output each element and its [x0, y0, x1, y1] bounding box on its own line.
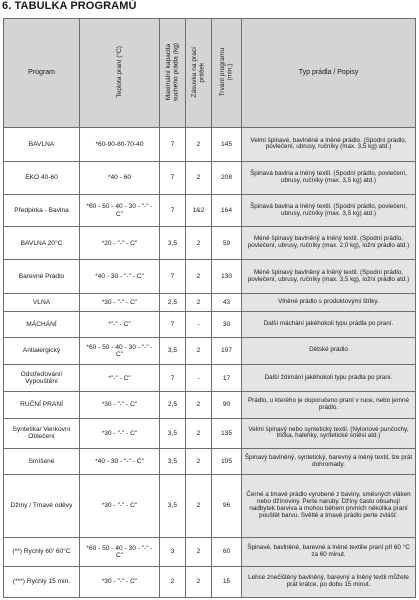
capacity-cell: 2,5 [160, 392, 186, 418]
laundry-description-cell: Špinavá bavlna a lněný textil. (Spodní prádlo, povlečení, ubrusy, ručníky (max. 3,5 kg) atd.) [242, 194, 416, 227]
detergent-drawer-cell: - [186, 365, 212, 392]
detergent-drawer-cell: 2 [186, 128, 212, 162]
detergent-drawer-cell: 2 [186, 260, 212, 294]
detergent-drawer-cell: 2 [186, 392, 212, 418]
laundry-description-cell: Vlněné prádlo s produktovými štítky. [242, 294, 416, 311]
temperature-cell: *40 - 60 [80, 161, 160, 194]
program-name-cell: Smíšené [4, 449, 80, 475]
table-row [4, 475, 416, 537]
table-row [4, 537, 416, 567]
laundry-description-cell: Černé a tmavé prádlo vyrobené z bavlny, směsných vláken nebo džínoviny. Perte naruby. Džíny často obsahují nadbytek barviva a mohou během prvních několika praní pouštět barvu. Světlé a tmavé prádlo perte zvlášť. [242, 475, 416, 537]
laundry-description-cell: Méně špinavý bavlněný a lněný textil. (Spodní prádlo, povlečení, ubrusy, ručníky (max. 3,5 kg), ložní prádlo atd.) [242, 260, 416, 294]
table-row [4, 260, 416, 294]
laundry-description-cell: Špinavé, bavlněné, barevné a lněné textilie praní při 60 °C za 60 minut. [242, 537, 416, 567]
duration-cell: 130 [212, 260, 242, 294]
capacity-cell: 3 [160, 537, 186, 567]
program-name-cell: MÁCHÁNÍ [4, 311, 80, 337]
temperature-cell: *20 - "-" - C" [80, 227, 160, 260]
detergent-drawer-cell: 2 [186, 537, 212, 567]
duration-cell: 197 [212, 337, 242, 364]
detergent-drawer-cell: 2 [186, 567, 212, 598]
table-row [4, 227, 416, 260]
capacity-cell: 7 [160, 128, 186, 162]
program-name-cell: Odstřeďování/ Vypouštění [4, 365, 80, 392]
program-name-cell: (***) Rychlý 15 min. [4, 567, 80, 598]
capacity-cell: 7 [160, 194, 186, 227]
laundry-description-cell: Další ždímání jakéhokoli typu prádla po praní. [242, 365, 416, 392]
capacity-cell: 7 [160, 161, 186, 194]
laundry-description-cell: Méně špinavý bavlněný a lněný textil. (Spodní prádlo, povlečení, ubrusy, ručníky (max. 2,0 kg), ložní prádlo atd.) [242, 227, 416, 260]
capacity-cell: 7 [160, 260, 186, 294]
duration-cell: 164 [212, 194, 242, 227]
temperature-cell: *30 - "-" - C" [80, 475, 160, 537]
duration-cell: 208 [212, 161, 242, 194]
detergent-drawer-cell: 2 [186, 294, 212, 311]
temperature-cell: *60-90-80-70-40 [80, 128, 160, 162]
duration-cell: 43 [212, 294, 242, 311]
temperature-cell: *40 - 30 - "-" - C" [80, 449, 160, 475]
table-row [4, 161, 416, 194]
program-name-cell: Předpírka - Bavlna [4, 194, 80, 227]
laundry-description-cell: Další máchání jakéhokoli typu prádla po praní. [242, 311, 416, 337]
program-name-cell: BAVLNA [4, 128, 80, 162]
temperature-cell: *"-" - C" [80, 311, 160, 337]
duration-cell: 135 [212, 418, 242, 449]
header-capacity: Maximální kapacita suchého prádla (kg) [160, 19, 186, 128]
duration-cell: 59 [212, 227, 242, 260]
capacity-cell: 7 [160, 311, 186, 337]
table-row [4, 128, 416, 162]
table-row [4, 337, 416, 364]
laundry-description-cell: Špinavá bavlna a lněný textil. (Spodní prádlo, povlečení, ubrusy, ručníky (max. 3,5 kg) atd.) [242, 161, 416, 194]
program-name-cell: Antialergický [4, 337, 80, 364]
table-row [4, 392, 416, 418]
program-name-cell: RUČNÍ PRANÍ [4, 392, 80, 418]
detergent-drawer-cell: 2 [186, 227, 212, 260]
detergent-drawer-cell: 2 [186, 418, 212, 449]
table-row [4, 567, 416, 598]
table-row [4, 365, 416, 392]
capacity-cell: 3,5 [160, 475, 186, 537]
program-table [3, 18, 416, 598]
laundry-description-cell: Velmi špinavý nebo syntetický textil. (Nylonové punčochy, trička, halenky, syntetické směsi atd.) [242, 418, 416, 449]
program-name-cell: Džíny / Tmavé oděvy [4, 475, 80, 537]
header-program: Program [4, 19, 80, 128]
duration-cell: 30 [212, 311, 242, 337]
table-row [4, 194, 416, 227]
temperature-cell: *60 - 50 - 40 - 30 - "-" - C" [80, 537, 160, 567]
program-name-cell: Barevné Prádlo [4, 260, 80, 294]
capacity-cell: 3,5 [160, 337, 186, 364]
laundry-description-cell: Lehce znečištěný bavlněný, barevný a lněný textil můžete prát krátce, po dobu 15 minut. [242, 567, 416, 598]
capacity-cell: 3,5 [160, 227, 186, 260]
detergent-drawer-cell: 2 [186, 475, 212, 537]
table-row [4, 449, 416, 475]
duration-cell: 17 [212, 365, 242, 392]
temperature-cell: *40 - 30 - "-" - C" [80, 260, 160, 294]
temperature-cell: *60 - 50 - 40 - 30 - "-" - C" [80, 337, 160, 364]
page-title: 6. TABULKA PROGRAMŮ [2, 0, 137, 12]
detergent-drawer-cell: 2 [186, 337, 212, 364]
capacity-cell: 3,5 [160, 418, 186, 449]
temperature-cell: *30 - "-" - C" [80, 392, 160, 418]
program-name-cell: (**) Rychlý 60' 60°C [4, 537, 80, 567]
detergent-drawer-cell: 2 [186, 161, 212, 194]
detergent-drawer-cell: - [186, 311, 212, 337]
header-laundry-type: Typ prádla / Popisy [242, 19, 416, 128]
capacity-cell: 3,5 [160, 449, 186, 475]
temperature-cell: *30 - "-" - C" [80, 294, 160, 311]
duration-cell: 60 [212, 537, 242, 567]
temperature-cell: *60 - 50 - 40 - 30 - "-" - C" [80, 194, 160, 227]
program-name-cell: BAVLNA 20°C [4, 227, 80, 260]
capacity-cell: 2 [160, 567, 186, 598]
temperature-cell: *30 - "-" - C" [80, 567, 160, 598]
duration-cell: 96 [212, 475, 242, 537]
capacity-cell: 7 [160, 365, 186, 392]
header-duration: Trvání programu (min.) [212, 19, 242, 128]
detergent-drawer-cell: 1&2 [186, 194, 212, 227]
duration-cell: 105 [212, 449, 242, 475]
header-detergent-drawer: Zásuvka na prací prášek [186, 19, 212, 128]
duration-cell: 145 [212, 128, 242, 162]
laundry-description-cell: Velmi špinavé, bavlněné a lněné prádlo. (Spodní prádlo, povlečení, ubrusy, ručníky (max. 3,5 kg) atd.) [242, 128, 416, 162]
duration-cell: 15 [212, 567, 242, 598]
laundry-description-cell: Dětské prádlo [242, 337, 416, 364]
capacity-cell: 2,5 [160, 294, 186, 311]
temperature-cell: *"-" - C" [80, 365, 160, 392]
temperature-cell: *30 - "-" - C" [80, 418, 160, 449]
duration-cell: 90 [212, 392, 242, 418]
table-row [4, 418, 416, 449]
detergent-drawer-cell: 2 [186, 449, 212, 475]
laundry-description-cell: Špinavý bavlněný, syntetický, barevný a lněný textil, lze prát dohromady. [242, 449, 416, 475]
laundry-description-cell: Prádlo, u kterého je doporučeno praní v ruce, nebo jemné prádlo. [242, 392, 416, 418]
table-row [4, 294, 416, 311]
table-header-row [4, 19, 416, 128]
program-name-cell: VLNA [4, 294, 80, 311]
program-name-cell: Syntetika/ Venkovní Oblečení [4, 418, 80, 449]
table-row [4, 311, 416, 337]
header-temperature: Teplota praní (°C) [80, 19, 160, 128]
program-name-cell: EKO 40-60 [4, 161, 80, 194]
